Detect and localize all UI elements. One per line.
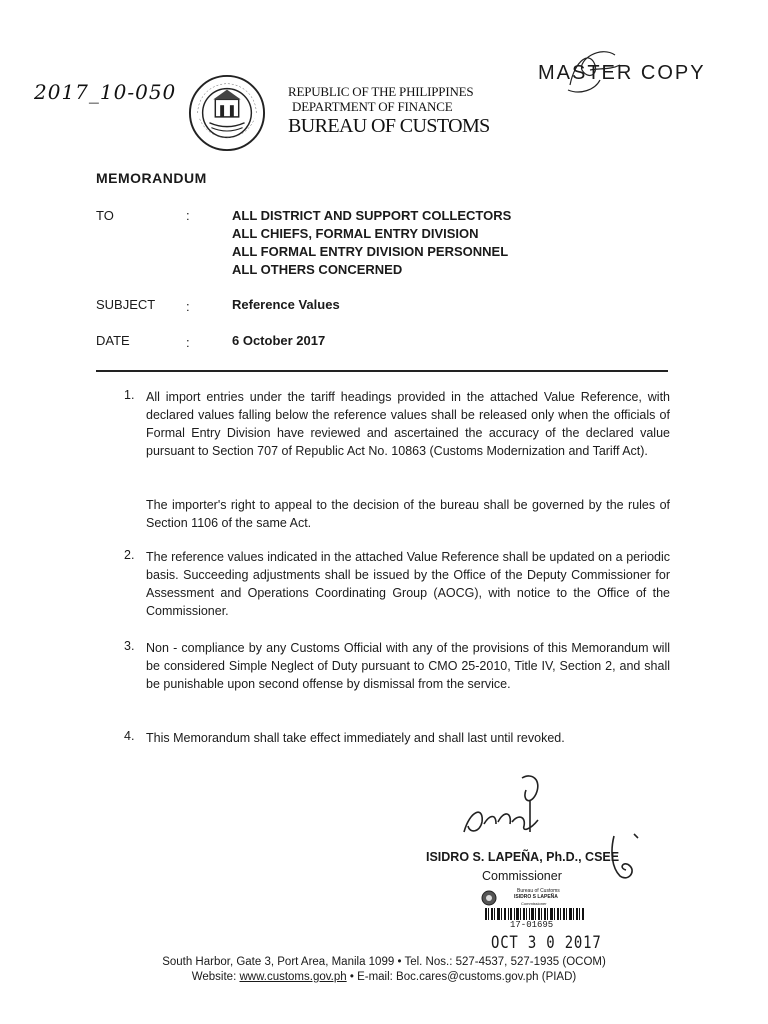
subject-colon: : <box>186 299 190 314</box>
date-value: 6 October 2017 <box>232 333 326 348</box>
letterhead-department: DEPARTMENT OF FINANCE <box>292 99 453 114</box>
footer-bullet: • <box>349 971 354 983</box>
to-recipient-line: ALL DISTRICT AND SUPPORT COLLECTORS <box>232 208 512 223</box>
footer-address: South Harbor, Gate 3, Port Area, Manila 1099 • Tel. Nos.: 527-4537, 527-1935 (OCOM) <box>162 956 606 968</box>
website-label: Website: <box>191 971 237 983</box>
letterhead-republic: REPUBLIC OF THE PHILIPPINES <box>288 84 474 99</box>
to-recipient-line: ALL FORMAL ENTRY DIVISION PERSONNEL <box>232 244 509 259</box>
item-text: The reference values indicated in the attached Value Reference shall be updated on a periodic basis. Succeeding adjustments shall be issued by the Office of the Deputy Commissioner for Assessment and Operations Coordinating Group (AOCG), with notice to the Office of the Commissioner. <box>146 550 670 618</box>
date-colon: : <box>186 335 190 350</box>
subject-label: SUBJECT <box>96 297 156 312</box>
letterhead <box>288 84 490 137</box>
handwritten-reference-number: 2017_10-050 <box>34 80 177 104</box>
barcode-icon <box>485 908 585 920</box>
item-text: All import entries under the tariff headings provided in the attached Value Reference, with declared values falling below the reference values shall be released only when the officials of Formal Entry Division have reviewed and ascertained the accuracy of the declared value pursuant to Section 707 of Republic Act No. 10863 (Customs Modernization and Tariff Act). <box>146 390 670 458</box>
item-text: Non - compliance by any Customs Official with any of the provisions of this Memorandum will be considered Simple Neglect of Duty pursuant to CMO 25-2010, Title IV, Section 2, and shall be punishable upon second offense by dismissal from the service. <box>146 641 670 691</box>
signatory-title: Commissioner <box>482 869 562 883</box>
subject-value: Reference Values <box>232 297 340 312</box>
date-label: DATE <box>96 333 130 348</box>
email-text: E-mail: Boc.cares@customs.gov.ph (PIAD) <box>357 971 577 983</box>
bureau-seal-icon <box>188 74 266 152</box>
item-number: 4. <box>124 729 135 743</box>
to-label: TO <box>96 208 114 223</box>
to-recipients <box>232 207 511 279</box>
item-number: 1. <box>124 388 135 402</box>
header-divider <box>96 370 668 372</box>
stamp-name: ISIDRO S LAPEÑA <box>514 894 558 900</box>
footer-contact <box>0 971 768 983</box>
barcode-number: 17-01695 <box>510 920 554 930</box>
item-number: 2. <box>124 548 135 562</box>
to-colon: : <box>186 208 190 223</box>
letterhead-bureau: BUREAU OF CUSTOMS <box>288 115 490 137</box>
memo-title: MEMORANDUM <box>96 170 207 186</box>
item-text: This Memorandum shall take effect immediately and shall last until revoked. <box>146 731 565 745</box>
item-extra-text: The importer's right to appeal to the decision of the bureau shall be governed by the rules of Section 1106 of the same Act. <box>146 498 670 530</box>
stamp-bureau: Bureau of Customs <box>517 888 560 894</box>
item-number: 3. <box>124 639 135 653</box>
signatory-name: ISIDRO S. LAPEÑA, Ph.D., CSEE <box>426 850 620 864</box>
stamp-title: Commissioner <box>521 901 547 906</box>
to-recipient-line: ALL OTHERS CONCERNED <box>232 262 403 277</box>
received-date-stamp: OCT 3 0 2017 <box>491 933 602 953</box>
handwritten-signature <box>460 770 570 850</box>
master-copy-stamp: MASTER COPY <box>538 62 706 84</box>
stamp-seal-icon <box>481 890 497 906</box>
to-recipient-line: ALL CHIEFS, FORMAL ENTRY DIVISION <box>232 226 479 241</box>
website-link[interactable]: www.customs.gov.ph <box>239 971 347 983</box>
